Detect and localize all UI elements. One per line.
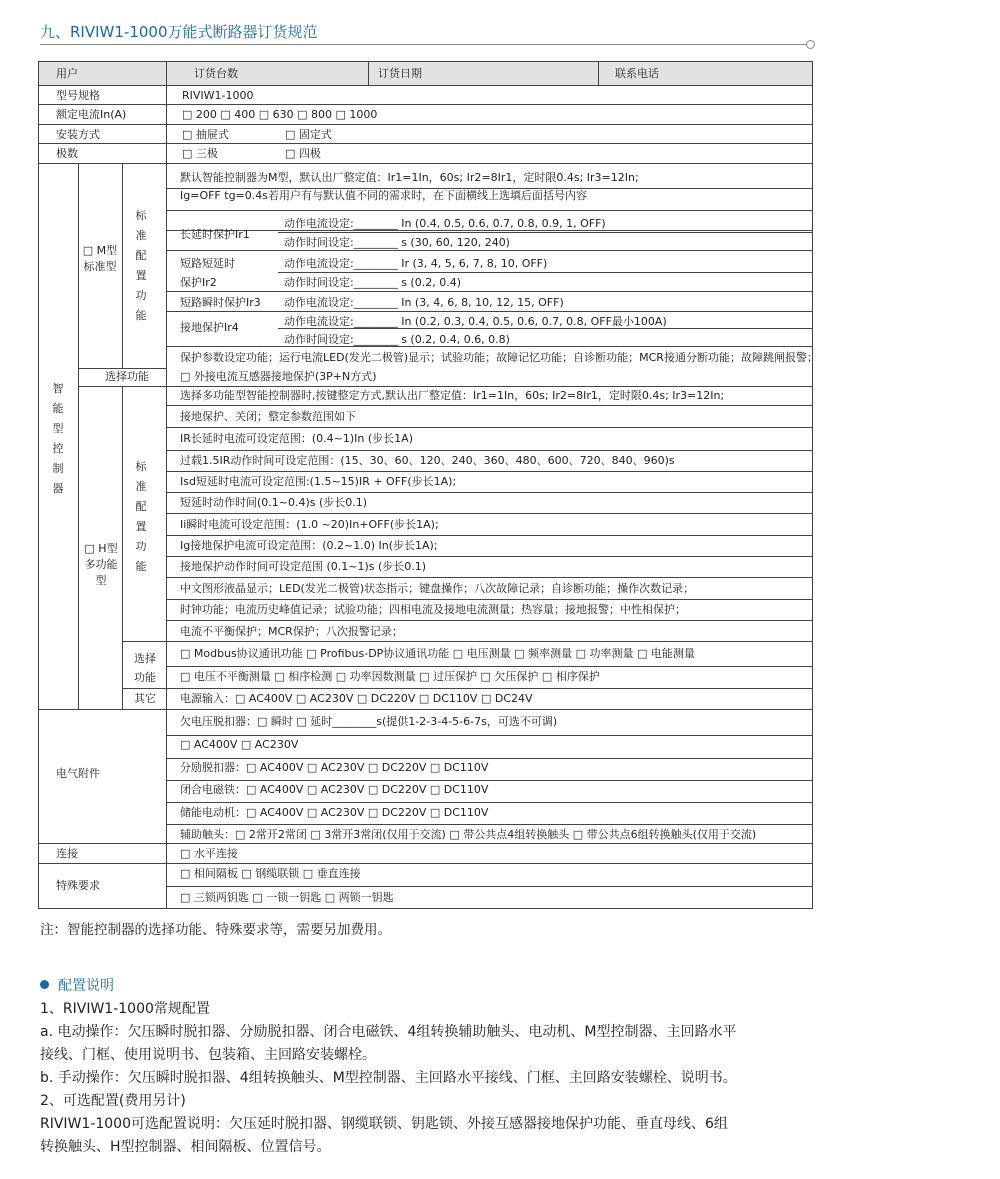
- m-default-line1: 默认智能控制器为M型，默认出厂整定值：Ir1=1In，60s; Ir2=8Ir1，定时限0.4s; Ir3=12In;: [180, 171, 639, 184]
- electrical-row[interactable]: 辅助触头：□ 2常开2常闭 □ 3常开3常闭(仅用于交流) □ 带公共点4组转换触头 □ 带公共点6组转换触头(仅用于交流): [180, 828, 757, 841]
- short-delay-time[interactable]: 动作时间设定:________ s (0.2, 0.4): [284, 276, 461, 289]
- title-divider-end-dot: [806, 40, 815, 49]
- config-line: 1、RIVIW1-1000常规配置: [40, 1001, 210, 1017]
- short-delay-label-1: 短路短延时: [180, 257, 235, 270]
- config-line: 转换触头、H型控制器、相间隔板、位置信号。: [40, 1139, 331, 1155]
- special-row2[interactable]: □ 三锁两钥匙 □ 一锁一钥匙 □ 两锁一钥匙: [180, 891, 394, 904]
- inst-current[interactable]: 动作电流设定:________ In (3, 4, 6, 8, 10, 12, 15, OFF): [284, 296, 564, 309]
- install-opt-drawer[interactable]: □ 抽屉式: [182, 128, 229, 141]
- special-label: 特殊要求: [56, 879, 100, 892]
- ground-current[interactable]: 动作电流设定:________ In (0.2, 0.3, 0.4, 0.5, 0.6, 0.7, 0.8, OFF最小100A): [284, 315, 667, 328]
- h-row: Ii瞬时电流可设定范围：(1.0 ~20)In+OFF(步长1A);: [180, 518, 439, 531]
- h-opt-row1[interactable]: □ Modbus协议通讯功能 □ Profibus-DP协议通讯功能 □ 电压测量 □ 频率测量 □ 功率测量 □ 电能测量: [180, 647, 695, 660]
- connection-label: 连接: [56, 847, 78, 860]
- connection-option[interactable]: □ 水平连接: [180, 847, 238, 860]
- h-row: Ig接地保护电流可设定范围：(0.2~1.0) In(步长1A);: [180, 539, 438, 552]
- poles-opt-3[interactable]: □ 三极: [182, 147, 218, 160]
- current-options[interactable]: □ 200 □ 400 □ 630 □ 800 □ 1000: [182, 108, 378, 121]
- electrical-row[interactable]: 闭合电磁铁：□ AC400V □ AC230V □ DC220V □ DC110V: [180, 783, 489, 796]
- h-row: IR长延时电流可设定范围：(0.4~1)In (步长1A): [180, 432, 413, 445]
- bullet-dot-icon: [40, 980, 49, 989]
- electrical-row[interactable]: 储能电动机：□ AC400V □ AC230V □ DC220V □ DC110V: [180, 806, 489, 819]
- h-row: 短延时动作时间(0.1~0.4)s (步长0.1): [180, 496, 368, 509]
- long-delay-label: 长延时保护Ir1: [180, 228, 250, 241]
- model-label: 型号规格: [56, 89, 100, 102]
- h-row: 时钟功能；电流历史峰值记录；试验功能；四相电流及接地电流测量；热容量；接地报警；中性相保护；: [180, 603, 686, 616]
- current-label: 额定电流In(A): [56, 108, 127, 121]
- header-phone: 联系电话: [615, 67, 659, 80]
- h-row: 接地保护动作时间可设定范围 (0.1~1)s (步长0.1): [180, 560, 427, 573]
- h-row: 选择多功能型智能控制器时,按键整定方式,默认出厂整定值：Ir1=1In，60s; Ir2=8Ir1，定时限0.4s; Ir3=12In;: [180, 389, 725, 402]
- h-opt-label: 选择功能: [134, 652, 156, 684]
- h-row: 电流不平衡保护；MCR保护；八次报警记录；: [180, 625, 403, 638]
- header-user: 用户: [56, 67, 78, 80]
- order-spec-table: [38, 61, 818, 909]
- ground-label: 接地保护Ir4: [180, 321, 239, 334]
- special-row1[interactable]: □ 相间隔板 □ 钢缆联锁 □ 垂直连接: [180, 867, 361, 880]
- electrical-row[interactable]: 分励脱扣器：□ AC400V □ AC230V □ DC220V □ DC110V: [180, 761, 489, 774]
- h-row: 中文图形液晶显示；LED(发光二极管)状态指示；键盘操作；八次故障记录；自诊断功能；操作次数记录；: [180, 582, 695, 595]
- m-type-label[interactable]: □ M型 标准型: [82, 244, 118, 273]
- power-input-options[interactable]: 电源输入：□ AC400V □ AC230V □ DC220V □ DC110V □ DC24V: [180, 692, 533, 705]
- long-delay-time[interactable]: 动作时间设定:________ s (30, 60, 120, 240): [284, 236, 510, 249]
- config-line: 2、可选配置(费用另计): [40, 1093, 186, 1109]
- m-select-label: 选择功能: [105, 370, 149, 383]
- long-delay-current[interactable]: 动作电流设定:________ In (0.4, 0.5, 0.6, 0.7, 0.8, 0.9, 1, OFF): [284, 217, 606, 230]
- header-qty: 订货台数: [194, 67, 238, 80]
- h-row: 过载1.5IR动作时间可设定范围：(15、30、60、120、240、360、480、600、720、840、960)s: [180, 454, 675, 467]
- poles-opt-4: □ 四极: [285, 147, 321, 160]
- ground-time[interactable]: 动作时间设定:________ s (0.2, 0.4, 0.6, 0.8): [284, 333, 510, 346]
- h-opt-row2[interactable]: □ 电压不平衡测量 □ 相序检测 □ 功率因数测量 □ 过压保护 □ 欠压保护 □ 相序保护: [180, 670, 600, 683]
- electrical-row[interactable]: □ AC400V □ AC230V: [180, 738, 299, 751]
- h-row: 接地保护、关闭；整定参数范围如下: [180, 410, 356, 423]
- poles-label: 极数: [56, 147, 78, 160]
- title-divider: [40, 44, 808, 45]
- config-line: RIVIW1-1000可选配置说明：欠压延时脱扣器、钢缆联锁、钥匙锁、外接互感器接地保护功能、垂直母线、6组: [40, 1116, 728, 1132]
- config-line: a. 电动操作：欠压瞬时脱扣器、分励脱扣器、闭合电磁铁、4组转换辅助触头、电动机、M型控制器、主回路水平: [40, 1024, 737, 1040]
- m-default-line2: Ig=OFF tg=0.4s若用户有与默认值不同的需求时，在下面横线上选填后面括号内容: [180, 189, 587, 202]
- short-delay-label-2: 保护Ir2: [180, 276, 217, 289]
- config-heading: [40, 975, 114, 995]
- electrical-label: 电气附件: [56, 767, 100, 780]
- h-other-label: 其它: [134, 692, 156, 705]
- m-std-label: 标准配置功能: [135, 209, 147, 322]
- m-params: 保护参数设定功能；运行电流LED(发光二极管)显示；试验功能；故障记忆功能；自诊断功能；MCR接通分断功能；故障跳闸报警；: [180, 351, 818, 364]
- controller-label: 智能型控制器: [52, 382, 64, 495]
- config-line: 接线、门框、使用说明书、包装箱、主回路安装螺栓。: [40, 1047, 376, 1063]
- electrical-row[interactable]: 欠电压脱扣器：□ 瞬时 □ 延时________s(提供1-2-3-4-5-6-7s，可选不可调): [180, 715, 558, 728]
- m-select-ct-ground[interactable]: □ 外接电流互感器接地保护(3P+N方式): [180, 370, 377, 383]
- config-heading-text: 配置说明: [58, 978, 114, 994]
- h-type-label[interactable]: □ H型 多功能型: [84, 542, 118, 587]
- h-std-label: 标准配置功能: [135, 460, 147, 573]
- h-row: Isd短延时电流可设定范围:(1.5~15)IR + OFF(步长1A);: [180, 475, 457, 488]
- short-delay-current[interactable]: 动作电流设定:________ Ir (3, 4, 5, 6, 7, 8, 10, OFF): [284, 257, 548, 270]
- config-line: b. 手动操作：欠压瞬时脱扣器、4组转换触头、M型控制器、主回路水平接线、门框、主回路安装螺栓、说明书。: [40, 1070, 737, 1086]
- table-note: 注：智能控制器的选择功能、特殊要求等，需要另加费用。: [40, 922, 391, 938]
- install-opt-fixed[interactable]: □ 固定式: [285, 128, 332, 141]
- install-label: 安装方式: [56, 128, 100, 141]
- header-date: 订货日期: [378, 67, 422, 80]
- page-title: 九、RIVIW1-1000万能式断路器订货规范: [40, 23, 318, 41]
- inst-label: 短路瞬时保护Ir3: [180, 296, 261, 309]
- model-value: RIVIW1-1000: [182, 89, 254, 102]
